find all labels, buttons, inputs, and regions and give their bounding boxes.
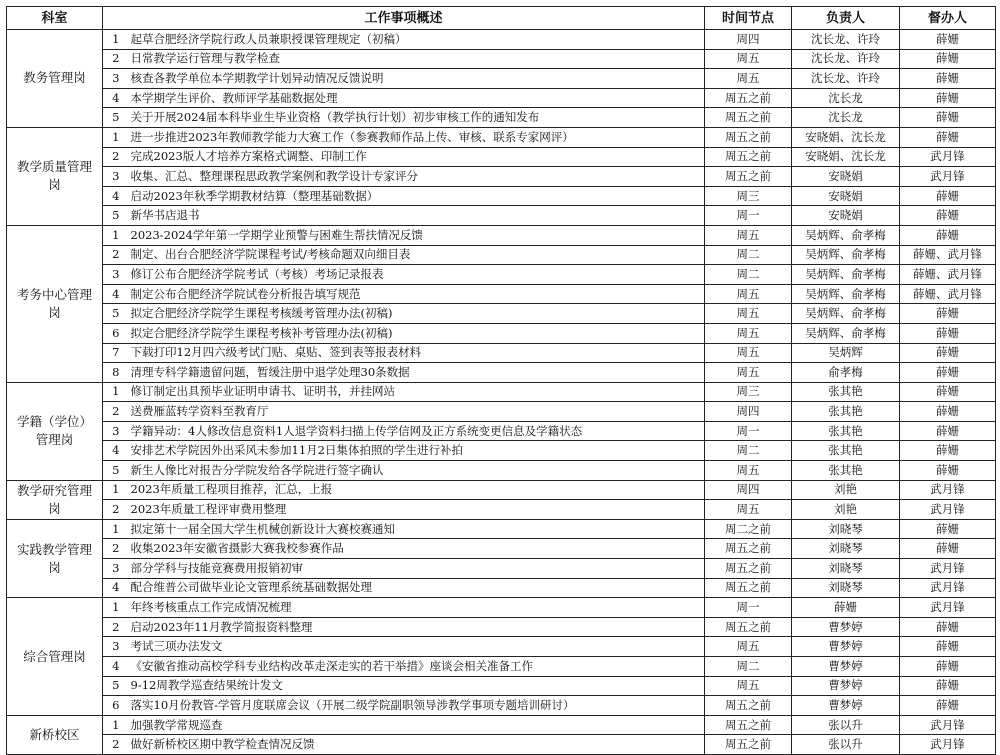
department-cell: 新桥校区 bbox=[7, 715, 103, 754]
item-time: 周五之前 bbox=[705, 735, 792, 755]
item-supervisor: 薛姗 bbox=[900, 69, 996, 89]
item-number: 2 bbox=[103, 617, 129, 637]
item-time: 周五 bbox=[705, 500, 792, 520]
item-responsible: 刘晓琴 bbox=[792, 559, 900, 579]
item-time: 周五 bbox=[705, 49, 792, 69]
item-description: 收集2023年安徽省摄影大赛我校参赛作品 bbox=[129, 539, 705, 559]
item-supervisor: 薛姗 bbox=[900, 441, 996, 461]
item-supervisor: 薛姗 bbox=[900, 49, 996, 69]
item-responsible: 刘晓琴 bbox=[792, 578, 900, 598]
item-description: 安排艺术学院因外出采风未参加11月2日集体拍照的学生进行补拍 bbox=[129, 441, 705, 461]
item-number: 3 bbox=[103, 559, 129, 579]
item-time: 周五 bbox=[705, 461, 792, 481]
item-number: 5 bbox=[103, 676, 129, 696]
item-number: 2 bbox=[103, 49, 129, 69]
table-row bbox=[7, 480, 996, 500]
table-row bbox=[7, 265, 996, 285]
item-responsible: 曹梦婷 bbox=[792, 676, 900, 696]
work-table bbox=[6, 6, 996, 755]
item-number: 3 bbox=[103, 265, 129, 285]
item-responsible: 刘艳 bbox=[792, 500, 900, 520]
item-description: 进一步推进2023年教师教学能力大赛工作（参赛教师作品上传、审核、联系专家网评） bbox=[129, 127, 705, 147]
table-row bbox=[7, 323, 996, 343]
item-number: 8 bbox=[103, 363, 129, 383]
table-row bbox=[7, 206, 996, 226]
table-row bbox=[7, 598, 996, 618]
item-responsible: 刘晓琴 bbox=[792, 519, 900, 539]
item-description: 年终考核重点工作完成情况梳理 bbox=[129, 598, 705, 618]
item-description: 做好新桥校区期中教学检查情况反馈 bbox=[129, 735, 705, 755]
item-description: 完成2023版人才培养方案格式调整、印制工作 bbox=[129, 147, 705, 167]
item-supervisor: 薛姗、武月锋 bbox=[900, 245, 996, 265]
item-responsible: 曹梦婷 bbox=[792, 637, 900, 657]
item-number: 5 bbox=[103, 304, 129, 324]
header-dept: 科室 bbox=[7, 7, 103, 30]
table-row bbox=[7, 88, 996, 108]
item-number: 1 bbox=[103, 127, 129, 147]
header-time: 时间节点 bbox=[705, 7, 792, 30]
table-row bbox=[7, 637, 996, 657]
item-time: 周五之前 bbox=[705, 715, 792, 735]
item-time: 周五之前 bbox=[705, 578, 792, 598]
item-supervisor: 武月锋 bbox=[900, 598, 996, 618]
table-row bbox=[7, 147, 996, 167]
item-supervisor: 薛姗 bbox=[900, 225, 996, 245]
item-time: 周五 bbox=[705, 304, 792, 324]
item-time: 周三 bbox=[705, 186, 792, 206]
item-supervisor: 武月锋 bbox=[900, 578, 996, 598]
table-row bbox=[7, 578, 996, 598]
header-desc: 工作事项概述 bbox=[103, 7, 705, 30]
item-time: 周五 bbox=[705, 323, 792, 343]
item-number: 4 bbox=[103, 657, 129, 677]
item-supervisor: 武月锋 bbox=[900, 480, 996, 500]
item-number: 2 bbox=[103, 500, 129, 520]
item-description: 修订公布合肥经济学院考试（考核）考场记录报表 bbox=[129, 265, 705, 285]
item-description: 送费雁蓝转学资料至教育厅 bbox=[129, 402, 705, 422]
table-row bbox=[7, 441, 996, 461]
department-cell: 教务管理岗 bbox=[7, 30, 103, 128]
item-description: 加强教学常规巡查 bbox=[129, 715, 705, 735]
item-responsible: 曹梦婷 bbox=[792, 617, 900, 637]
item-description: 2023年质量工程项目推荐，汇总，上报 bbox=[129, 480, 705, 500]
item-time: 周四 bbox=[705, 30, 792, 50]
item-responsible: 安晓娟 bbox=[792, 206, 900, 226]
item-description: 本学期学生评价、教师评学基础数据处理 bbox=[129, 88, 705, 108]
item-number: 1 bbox=[103, 598, 129, 618]
table-row bbox=[7, 617, 996, 637]
table-row bbox=[7, 343, 996, 363]
item-supervisor: 武月锋 bbox=[900, 147, 996, 167]
item-supervisor: 薛姗 bbox=[900, 323, 996, 343]
item-number: 4 bbox=[103, 441, 129, 461]
item-number: 7 bbox=[103, 343, 129, 363]
item-supervisor: 武月锋 bbox=[900, 167, 996, 187]
item-time: 周五 bbox=[705, 69, 792, 89]
table-row bbox=[7, 225, 996, 245]
item-time: 周五之前 bbox=[705, 127, 792, 147]
item-description: 2023-2024学年第一学期学业预警与困难生帮扶情况反馈 bbox=[129, 225, 705, 245]
item-supervisor: 薛姗、武月锋 bbox=[900, 284, 996, 304]
item-supervisor: 薛姗 bbox=[900, 206, 996, 226]
item-supervisor: 薛姗 bbox=[900, 461, 996, 481]
item-time: 周四 bbox=[705, 480, 792, 500]
item-number: 4 bbox=[103, 186, 129, 206]
item-responsible: 沈长龙、许玲 bbox=[792, 69, 900, 89]
item-time: 周五 bbox=[705, 363, 792, 383]
item-time: 周五 bbox=[705, 676, 792, 696]
item-responsible: 沈长龙 bbox=[792, 108, 900, 128]
item-responsible: 吴炳辉、俞孝梅 bbox=[792, 245, 900, 265]
item-time: 周二 bbox=[705, 657, 792, 677]
item-supervisor: 武月锋 bbox=[900, 559, 996, 579]
item-time: 周二 bbox=[705, 245, 792, 265]
item-responsible: 张以升 bbox=[792, 715, 900, 735]
item-responsible: 张其艳 bbox=[792, 461, 900, 481]
table-row bbox=[7, 735, 996, 755]
department-cell: 综合管理岗 bbox=[7, 598, 103, 716]
item-supervisor: 薛姗 bbox=[900, 676, 996, 696]
item-time: 周五之前 bbox=[705, 108, 792, 128]
item-description: 日常教学运行管理与教学检查 bbox=[129, 49, 705, 69]
item-description: 部分学科与技能竞赛费用报销初审 bbox=[129, 559, 705, 579]
table-row bbox=[7, 402, 996, 422]
item-supervisor: 薛姗 bbox=[900, 88, 996, 108]
item-number: 3 bbox=[103, 421, 129, 441]
item-supervisor: 武月锋 bbox=[900, 500, 996, 520]
item-description: 下载打印12月四六级考试门贴、桌贴、签到表等报表材料 bbox=[129, 343, 705, 363]
department-cell: 考务中心管理岗 bbox=[7, 225, 103, 382]
department-cell: 实践教学管理岗 bbox=[7, 519, 103, 597]
table-row bbox=[7, 657, 996, 677]
item-description: 配合维普公司做毕业论文管理系统基础数据处理 bbox=[129, 578, 705, 598]
item-responsible: 刘晓琴 bbox=[792, 539, 900, 559]
item-description: 2023年质量工程评审费用整理 bbox=[129, 500, 705, 520]
item-responsible: 沈长龙、许玲 bbox=[792, 30, 900, 50]
item-responsible: 吴炳辉、俞孝梅 bbox=[792, 265, 900, 285]
item-time: 周五 bbox=[705, 225, 792, 245]
header-supervisor: 督办人 bbox=[900, 7, 996, 30]
item-number: 4 bbox=[103, 284, 129, 304]
item-time: 周一 bbox=[705, 421, 792, 441]
item-description: 拟定合肥经济学院学生课程考核缓考管理办法(初稿) bbox=[129, 304, 705, 324]
item-number: 3 bbox=[103, 637, 129, 657]
item-supervisor: 薛姗、武月锋 bbox=[900, 265, 996, 285]
item-time: 周五之前 bbox=[705, 88, 792, 108]
item-description: 核查各教学单位本学期教学计划异动情况反馈说明 bbox=[129, 69, 705, 89]
table-row bbox=[7, 167, 996, 187]
item-supervisor: 薛姗 bbox=[900, 519, 996, 539]
department-cell: 学籍（学位）管理岗 bbox=[7, 382, 103, 480]
item-responsible: 吴炳辉、俞孝梅 bbox=[792, 323, 900, 343]
item-description: 收集、汇总、整理课程思政教学案例和教学设计专家评分 bbox=[129, 167, 705, 187]
table-body bbox=[7, 30, 996, 755]
item-responsible: 吴炳辉、俞孝梅 bbox=[792, 225, 900, 245]
table-row bbox=[7, 461, 996, 481]
table-row bbox=[7, 284, 996, 304]
item-supervisor: 武月锋 bbox=[900, 715, 996, 735]
item-responsible: 吴炳辉 bbox=[792, 343, 900, 363]
item-responsible: 安晓娟 bbox=[792, 167, 900, 187]
item-number: 4 bbox=[103, 88, 129, 108]
item-responsible: 沈长龙 bbox=[792, 88, 900, 108]
table-row bbox=[7, 108, 996, 128]
item-responsible: 安晓娟 bbox=[792, 186, 900, 206]
table-row bbox=[7, 715, 996, 735]
item-description: 修订制定出具预毕业证明申请书、证明书，并挂网站 bbox=[129, 382, 705, 402]
item-number: 6 bbox=[103, 323, 129, 343]
item-description: 关于开展2024届本科毕业生毕业资格（教学执行计划）初步审核工作的通知发布 bbox=[129, 108, 705, 128]
item-responsible: 吴炳辉、俞孝梅 bbox=[792, 284, 900, 304]
item-time: 周五 bbox=[705, 637, 792, 657]
item-time: 周二 bbox=[705, 441, 792, 461]
table-row bbox=[7, 382, 996, 402]
item-time: 周四 bbox=[705, 402, 792, 422]
table-row bbox=[7, 559, 996, 579]
table-row bbox=[7, 127, 996, 147]
item-responsible: 安晓娟、沈长龙 bbox=[792, 127, 900, 147]
item-time: 周五之前 bbox=[705, 167, 792, 187]
table-row bbox=[7, 30, 996, 50]
item-description: 9-12周教学巡查结果统计发文 bbox=[129, 676, 705, 696]
item-responsible: 曹梦婷 bbox=[792, 657, 900, 677]
item-responsible: 安晓娟、沈长龙 bbox=[792, 147, 900, 167]
item-description: 《安徽省推动高校学科专业结构改革走深走实的若干举措》座谈会相关准备工作 bbox=[129, 657, 705, 677]
item-supervisor: 薛姗 bbox=[900, 421, 996, 441]
item-responsible: 曹梦婷 bbox=[792, 696, 900, 716]
item-responsible: 张其艳 bbox=[792, 402, 900, 422]
table-row bbox=[7, 519, 996, 539]
item-description: 制定公布合肥经济学院试卷分析报告填写规范 bbox=[129, 284, 705, 304]
item-supervisor: 薛姗 bbox=[900, 186, 996, 206]
item-time: 周二 bbox=[705, 265, 792, 285]
item-number: 2 bbox=[103, 402, 129, 422]
item-responsible: 张以升 bbox=[792, 735, 900, 755]
department-cell: 教学质量管理岗 bbox=[7, 127, 103, 225]
item-description: 新生人像比对报告分学院发给各学院进行签字确认 bbox=[129, 461, 705, 481]
item-number: 5 bbox=[103, 461, 129, 481]
item-description: 落实10月份教管-学管月度联席会议（开展二级学院副职领导涉教学事项专题培训研讨） bbox=[129, 696, 705, 716]
table-row bbox=[7, 186, 996, 206]
item-supervisor: 武月锋 bbox=[900, 735, 996, 755]
item-time: 周五 bbox=[705, 343, 792, 363]
item-description: 考试三项办法发文 bbox=[129, 637, 705, 657]
item-responsible: 俞孝梅 bbox=[792, 363, 900, 383]
item-number: 1 bbox=[103, 30, 129, 50]
item-number: 2 bbox=[103, 735, 129, 755]
item-number: 1 bbox=[103, 715, 129, 735]
item-number: 2 bbox=[103, 147, 129, 167]
item-description: 学籍异动：4人修改信息资料1人退学资料扫描上传学信网及正方系统变更信息及学籍状态 bbox=[129, 421, 705, 441]
item-supervisor: 薛姗 bbox=[900, 382, 996, 402]
item-description: 拟定第十一届全国大学生机械创新设计大赛校赛通知 bbox=[129, 519, 705, 539]
item-responsible: 吴炳辉、俞孝梅 bbox=[792, 304, 900, 324]
department-cell: 教学研究管理岗 bbox=[7, 480, 103, 519]
item-description: 启动2023年秋季学期教材结算（整理基础数据） bbox=[129, 186, 705, 206]
table-row bbox=[7, 539, 996, 559]
table-row bbox=[7, 69, 996, 89]
item-time: 周五之前 bbox=[705, 559, 792, 579]
item-number: 6 bbox=[103, 696, 129, 716]
item-number: 4 bbox=[103, 578, 129, 598]
item-description: 新华书店退书 bbox=[129, 206, 705, 226]
item-number: 1 bbox=[103, 382, 129, 402]
table-row bbox=[7, 676, 996, 696]
header-row bbox=[7, 7, 996, 30]
item-responsible: 薛姗 bbox=[792, 598, 900, 618]
item-time: 周二之前 bbox=[705, 519, 792, 539]
item-responsible: 张其艳 bbox=[792, 441, 900, 461]
table-row bbox=[7, 363, 996, 383]
item-responsible: 刘艳 bbox=[792, 480, 900, 500]
table-row bbox=[7, 421, 996, 441]
table-row bbox=[7, 49, 996, 69]
item-time: 周五之前 bbox=[705, 539, 792, 559]
item-time: 周五之前 bbox=[705, 617, 792, 637]
item-number: 1 bbox=[103, 519, 129, 539]
table-row bbox=[7, 696, 996, 716]
item-responsible: 张其艳 bbox=[792, 382, 900, 402]
item-number: 3 bbox=[103, 69, 129, 89]
item-description: 清理专科学籍遗留问题，暂缓注册中退学处理30条数据 bbox=[129, 363, 705, 383]
table-row bbox=[7, 245, 996, 265]
item-number: 1 bbox=[103, 225, 129, 245]
item-number: 2 bbox=[103, 245, 129, 265]
item-supervisor: 薛姗 bbox=[900, 696, 996, 716]
item-supervisor: 薛姗 bbox=[900, 637, 996, 657]
item-number: 2 bbox=[103, 539, 129, 559]
item-number: 5 bbox=[103, 206, 129, 226]
item-number: 5 bbox=[103, 108, 129, 128]
item-supervisor: 薛姗 bbox=[900, 363, 996, 383]
item-responsible: 沈长龙、许玲 bbox=[792, 49, 900, 69]
item-supervisor: 薛姗 bbox=[900, 402, 996, 422]
item-description: 制定、出台合肥经济学院课程考试/考核命题双向细目表 bbox=[129, 245, 705, 265]
table-row bbox=[7, 500, 996, 520]
item-description: 起草合肥经济学院行政人员兼职授课管理规定（初稿） bbox=[129, 30, 705, 50]
item-description: 拟定合肥经济学院学生课程考核补考管理办法(初稿) bbox=[129, 323, 705, 343]
item-time: 周五之前 bbox=[705, 696, 792, 716]
item-supervisor: 薛姗 bbox=[900, 539, 996, 559]
item-supervisor: 薛姗 bbox=[900, 617, 996, 637]
item-supervisor: 薛姗 bbox=[900, 127, 996, 147]
item-supervisor: 薛姗 bbox=[900, 343, 996, 363]
item-supervisor: 薛姗 bbox=[900, 657, 996, 677]
item-time: 周三 bbox=[705, 382, 792, 402]
header-responsible: 负责人 bbox=[792, 7, 900, 30]
item-time: 周一 bbox=[705, 206, 792, 226]
item-supervisor: 薛姗 bbox=[900, 108, 996, 128]
item-responsible: 张其艳 bbox=[792, 421, 900, 441]
item-number: 1 bbox=[103, 480, 129, 500]
item-description: 启动2023年11月教学简报资料整理 bbox=[129, 617, 705, 637]
item-time: 周五之前 bbox=[705, 147, 792, 167]
item-number: 3 bbox=[103, 167, 129, 187]
item-time: 周五 bbox=[705, 284, 792, 304]
table-row bbox=[7, 304, 996, 324]
item-supervisor: 薛姗 bbox=[900, 30, 996, 50]
item-supervisor: 薛姗 bbox=[900, 304, 996, 324]
item-time: 周一 bbox=[705, 598, 792, 618]
